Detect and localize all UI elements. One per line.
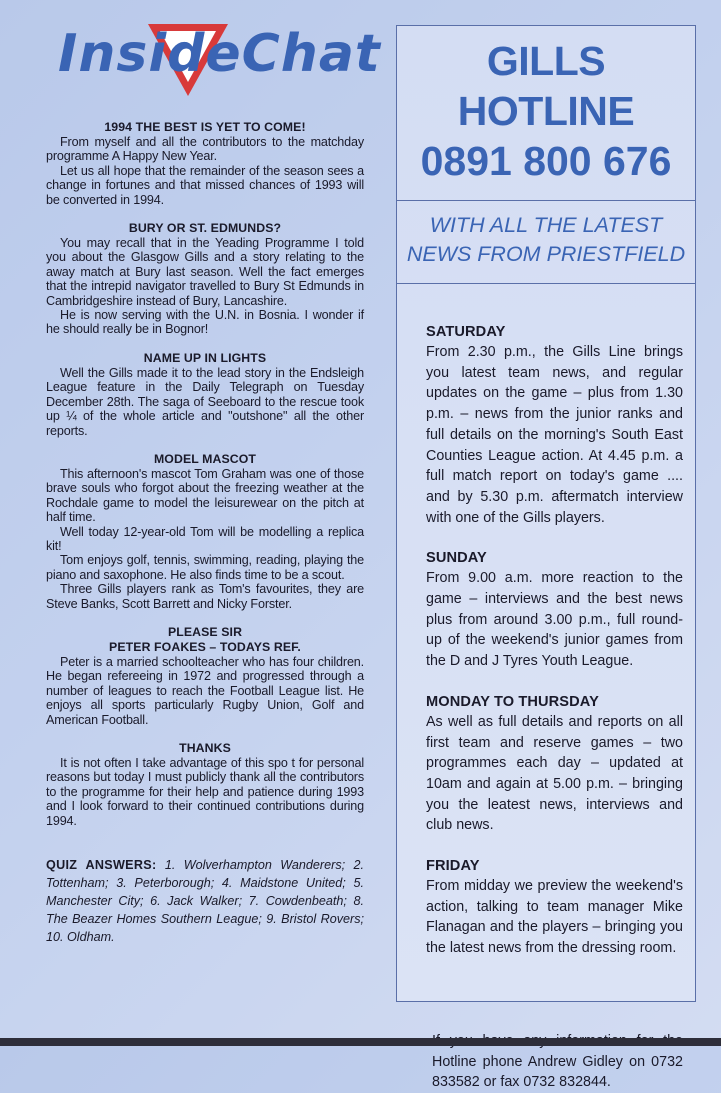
gills-hotline-box [396, 25, 696, 1091]
quiz-label: QUIZ ANSWERS: [46, 858, 157, 873]
hotline-tagline [397, 201, 695, 283]
article-title: PLEASE SIR [167, 624, 243, 639]
inside-chat-logo [46, 18, 381, 104]
article-4 [46, 452, 364, 611]
schedule-heading: SATURDAY [426, 324, 506, 340]
schedule-friday [426, 858, 683, 959]
schedule-heading: SUNDAY [426, 550, 487, 567]
article-paragraph: This afternoon's mascot Tom Graham was one of those brave souls who forgot about the freezing weather at the Rochdale game to model the leisurewear on the pitch at half time. [46, 466, 364, 525]
divider [397, 283, 695, 284]
article-1 [46, 120, 364, 207]
quiz-answers [46, 856, 364, 946]
tagline-line: NEWS FROM PRIESTFIELD [406, 242, 686, 266]
article-subtitle: PETER FOAKES – TODAYS REF. [109, 639, 301, 654]
article-paragraph: Tom enjoys golf, tennis, swimming, reading, playing the piano and saxophone. He also finds time to be a scout. [46, 553, 364, 582]
schedule-text: From midday we preview the weekend's action, talking to team manager Mike Flanagan and the players – bringing you the latest news from the dressing room. [426, 878, 683, 957]
hotline-schedule [397, 324, 695, 959]
article-paragraph: It is not often I take advantage of this spo t for personal reasons but today I must publicly thank all the contributors to the programme for their help and patience during 1993 and I look forward to their continued contributions during 1994. [46, 756, 364, 828]
article-6 [46, 741, 364, 828]
article-title: THANKS [179, 741, 231, 755]
article-5 [46, 625, 364, 727]
article-paragraph: He is now serving with the U.N. in Bosnia. I wonder if he should really be in Bognor! [46, 308, 364, 337]
quiz-answer-list: 1. Wolverhampton Wanderers; 2. Tottenham; 3. Peterborough; 4. Maidstone United; 5. Manchester City; 6. Jack Walker; 7. Cowdenbeath; 8. The Beazer Homes Southern League; 9. Bristol Rovers; 10. Oldham. [46, 858, 364, 945]
article-2 [46, 221, 364, 337]
schedule-text: As well as full details and reports on all first team and reserve games – two programmes each day – updated at 10am and again at 5.00 p.m. – bringing you the leatest news, interviews and club news. [426, 713, 683, 834]
article-paragraph: Let us all hope that the remainder of the season sees a change in fortunes and that missed chances of 1993 will be converted in 1994. [46, 163, 364, 207]
schedule-text: From 2.30 p.m., the Gills Line brings you latest team news, and regular updates on the game – plus from 1.30 p.m. – news from the junior ranks and full details on the morning's South East Counties League action. At 4.45 p.m. a full match report on today's game .... and by 5.30 p.m. aftermatch interview with one of the Gills players. [426, 344, 683, 526]
article-paragraph: From myself and all the contributors to the matchday programme A Happy New Year. [46, 135, 364, 164]
hotline-number: 0891 800 676 [420, 138, 672, 184]
hotline-title: GILLS HOTLINE [457, 38, 635, 134]
schedule-heading: MONDAY TO THURSDAY [426, 693, 599, 710]
schedule-sunday [426, 550, 683, 672]
inside-chat-column [46, 18, 381, 946]
inside-chat-title: InsideChat [58, 24, 381, 84]
article-title: 1994 THE BEST IS YET TO COME! [104, 120, 306, 134]
article-paragraph: You may recall that in the Yeading Programme I told you about the Glasgow Gills and a story relating to the away match at Bury last season. Well the fact emerges that the intrepid navigator travelled to Bury St Edmunds in Cambridgeshire instead of Bury, Lancashire. [46, 236, 364, 308]
article-title: MODEL MASCOT [153, 451, 257, 466]
schedule-monday-thursday [426, 694, 683, 836]
schedule-heading: FRIDAY [426, 858, 480, 875]
hotline-footer: Hotline phone Andrew Gidley on 0732 833582 or fax 0732 832844. [432, 1053, 683, 1091]
article-paragraph: Three Gills players rank as Tom's favourites, they are Steve Banks, Scott Barrett and Nicky Forster. [46, 582, 364, 611]
article-paragraph: Well the Gills made it to the lead story in the Endsleigh League feature in the Daily Telegraph on Tuesday December 28th. The saga of Seeboard to the rescue took up ¼ of the whole article and "outshone" all the other reports. [46, 365, 364, 438]
article-title: BURY OR ST. EDMUNDS? [128, 221, 282, 236]
article-paragraph: Peter is a married schoolteacher who has four children. He began refereeing in 1972 and progressed through a number of leagues to reach the Football League list. He enjoys all sports particularly Rugby Union, Golf and American Football. [46, 654, 364, 727]
article-3 [46, 351, 364, 438]
schedule-saturday [426, 324, 683, 528]
schedule-text: From 9.00 a.m. more reaction to the game – interviews and the best news plus from around 3.00 p.m., full round-up of the weekend's junior games from the D and J Tyres Youth League. [426, 570, 683, 670]
page-bottom-edge [0, 1038, 721, 1046]
tagline-line: WITH ALL THE LATEST [429, 213, 663, 237]
article-paragraph: Well today 12-year-old Tom will be modelling a replica kit! [46, 524, 364, 553]
article-title: NAME UP IN LIGHTS [143, 350, 267, 365]
